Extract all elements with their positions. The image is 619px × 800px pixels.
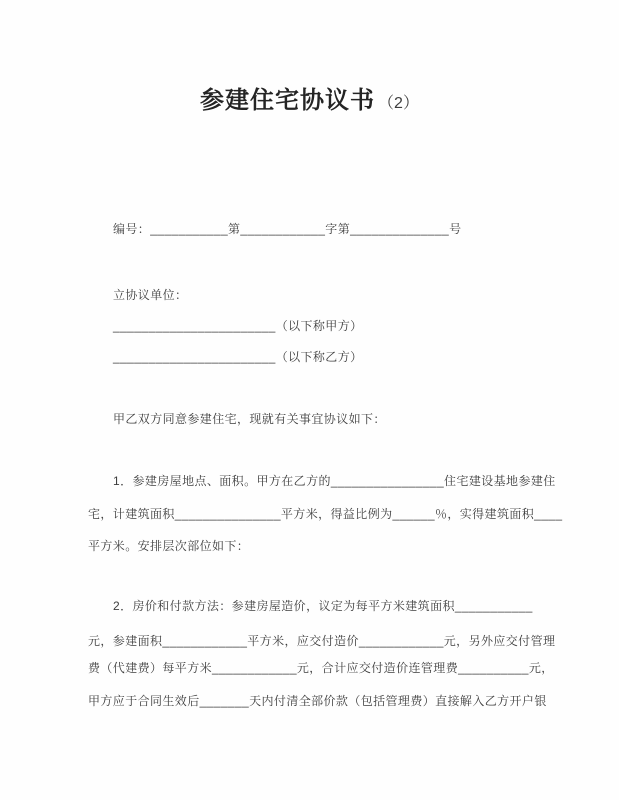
party-a-line: _______________________（以下称甲方）	[113, 319, 363, 333]
clause-1-line-3: 平方米。安排层次部位如下：	[88, 539, 250, 553]
clause-2-line-3: 费（代建费）每平方米____________元，合计应交付造价连管理费__________元，	[88, 661, 554, 675]
intro-line: 甲乙双方同意参建住宅，现就有关事宜协议如下：	[113, 412, 386, 426]
number-line: 编号：___________第____________字第______________号	[113, 222, 462, 236]
clause-2-line-4: 甲方应于合同生效后_______天内付清全部价款（包括管理费）直接解入乙方开户银	[88, 694, 547, 708]
clause-2-line-1: 2．房价和付款方法：参建房屋造价，议定为每平方米建筑面积___________	[113, 599, 533, 613]
document-title-number: （2）	[378, 95, 419, 113]
clause-1-line-1: 1．参建房屋地点、面积。甲方在乙方的________________住宅建设基地参建住	[113, 474, 556, 488]
document-body	[88, 0, 563, 800]
parties-heading: 立协议单位：	[113, 288, 188, 302]
clause-1-line-2: 宅，计建筑面积_______________平方米，得益比例为______％，实得建筑面积____	[88, 507, 563, 521]
clause-2-line-2: 元，参建面积____________平方米，应交付造价____________元，另外应交付管理	[88, 634, 556, 648]
party-b-line: _______________________（以下称乙方）	[113, 350, 363, 364]
document-title-text: 参建住宅协议书	[200, 87, 376, 115]
